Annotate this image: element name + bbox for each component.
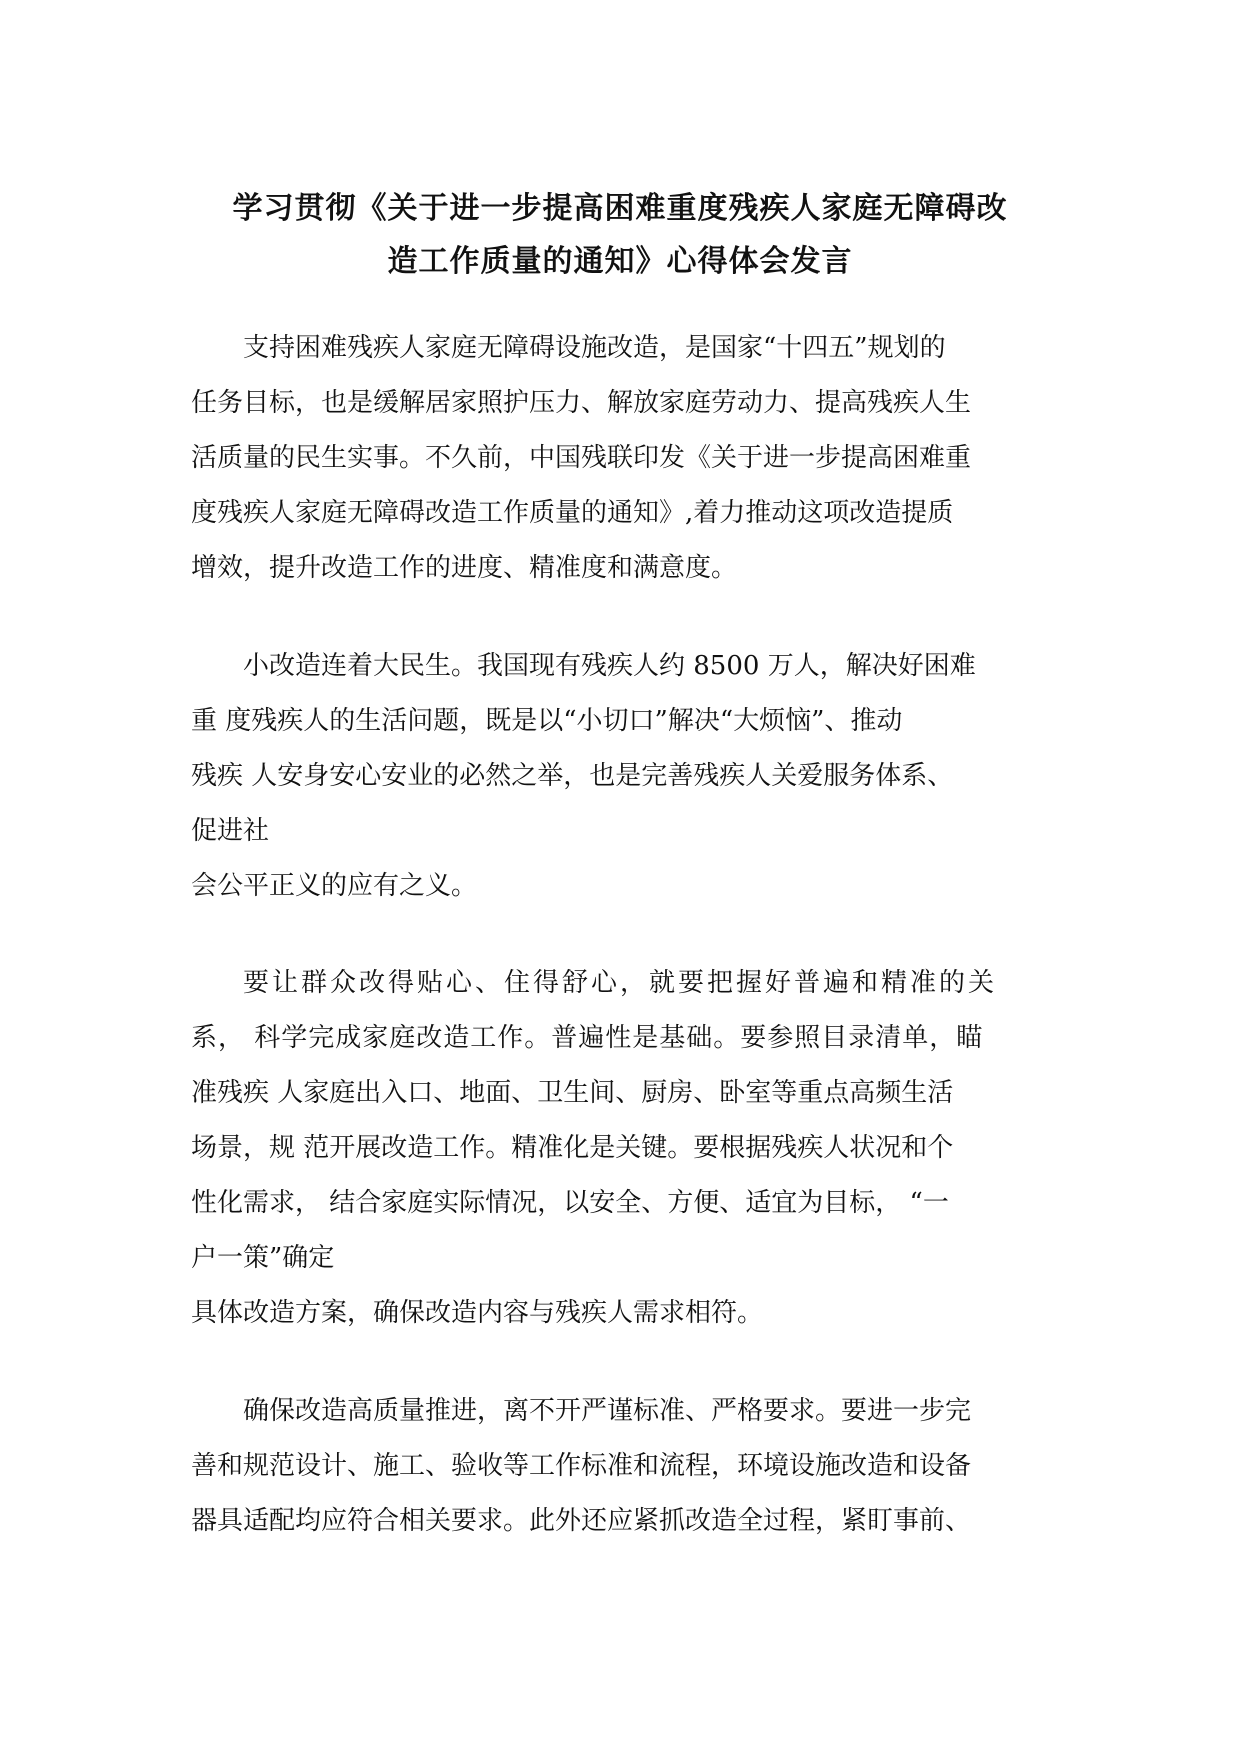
paragraph-4-line-1: 确保改造高质量推进，离不开严谨标准、严格要求。要进一步完 [243, 1396, 972, 1426]
paragraph-3-line-2: 系， 科学完成家庭改造工作。普遍性是基础。要参照目录清单，瞄 [191, 1023, 984, 1053]
paragraph-2-line-4: 促进社 [191, 816, 270, 846]
paragraph-2-line-5: 会公平正义的应有之义。 [191, 871, 478, 901]
paragraph-4-line-2: 善和规范设计、施工、验收等工作标准和流程，环境设施改造和设备 [191, 1451, 972, 1481]
paragraph-3-line-5: 性化需求， 结合家庭实际情况，以安全、方便、适宜为目标， “一 [191, 1188, 949, 1218]
paragraph-1-line-3: 活质量的民生实事。不久前，中国残联印发《关于进一步提高困难重 [191, 443, 972, 473]
paragraph-3-line-6: 户一策”确定 [191, 1243, 335, 1273]
paragraph-2-line-1: 小改造连着大民生。我国现有残疾人约 8500 万人，解决好困难 [243, 651, 976, 681]
paragraph-3-line-4: 场景，规 范开展改造工作。精准化是关键。要根据残疾人状况和个 [191, 1133, 954, 1163]
paragraph-2-line-2: 重 度残疾人的生活问题，既是以“小切口”解决“大烦恼”、推动 [191, 706, 903, 736]
paragraph-3-line-7: 具体改造方案，确保改造内容与残疾人需求相符。 [191, 1298, 764, 1328]
paragraph-1-line-2: 任务目标，也是缓解居家照护压力、解放家庭劳动力、提高残疾人生 [191, 388, 972, 418]
paragraph-1-line-1: 支持困难残疾人家庭无障碍设施改造，是国家“十四五”规划的 [243, 333, 946, 363]
document-title-line-2: 造工作质量的通知》心得体会发言 [387, 244, 853, 279]
paragraph-2-line-3: 残疾 人安身安心安业的必然之举，也是完善残疾人关爱服务体系、 [191, 761, 954, 791]
paragraph-4-line-3: 器具适配均应符合相关要求。此外还应紧抓改造全过程，紧盯事前、 [191, 1506, 972, 1536]
paragraph-1-line-4: 度残疾人家庭无障碍改造工作质量的通知》,着力推动这项改造提质 [191, 498, 954, 528]
document-title-line-1: 学习贯彻《关于进一步提高困难重度残疾人家庭无障碍改 [232, 191, 1008, 226]
paragraph-1-line-5: 增效，提升改造工作的进度、精准度和满意度。 [191, 553, 738, 583]
paragraph-3-line-1: 要让群众改得贴心、住得舒心，就要把握好普遍和精准的关 [243, 968, 998, 998]
paragraph-3-line-3: 准残疾 人家庭出入口、地面、卫生间、厨房、卧室等重点高频生活 [191, 1078, 954, 1108]
